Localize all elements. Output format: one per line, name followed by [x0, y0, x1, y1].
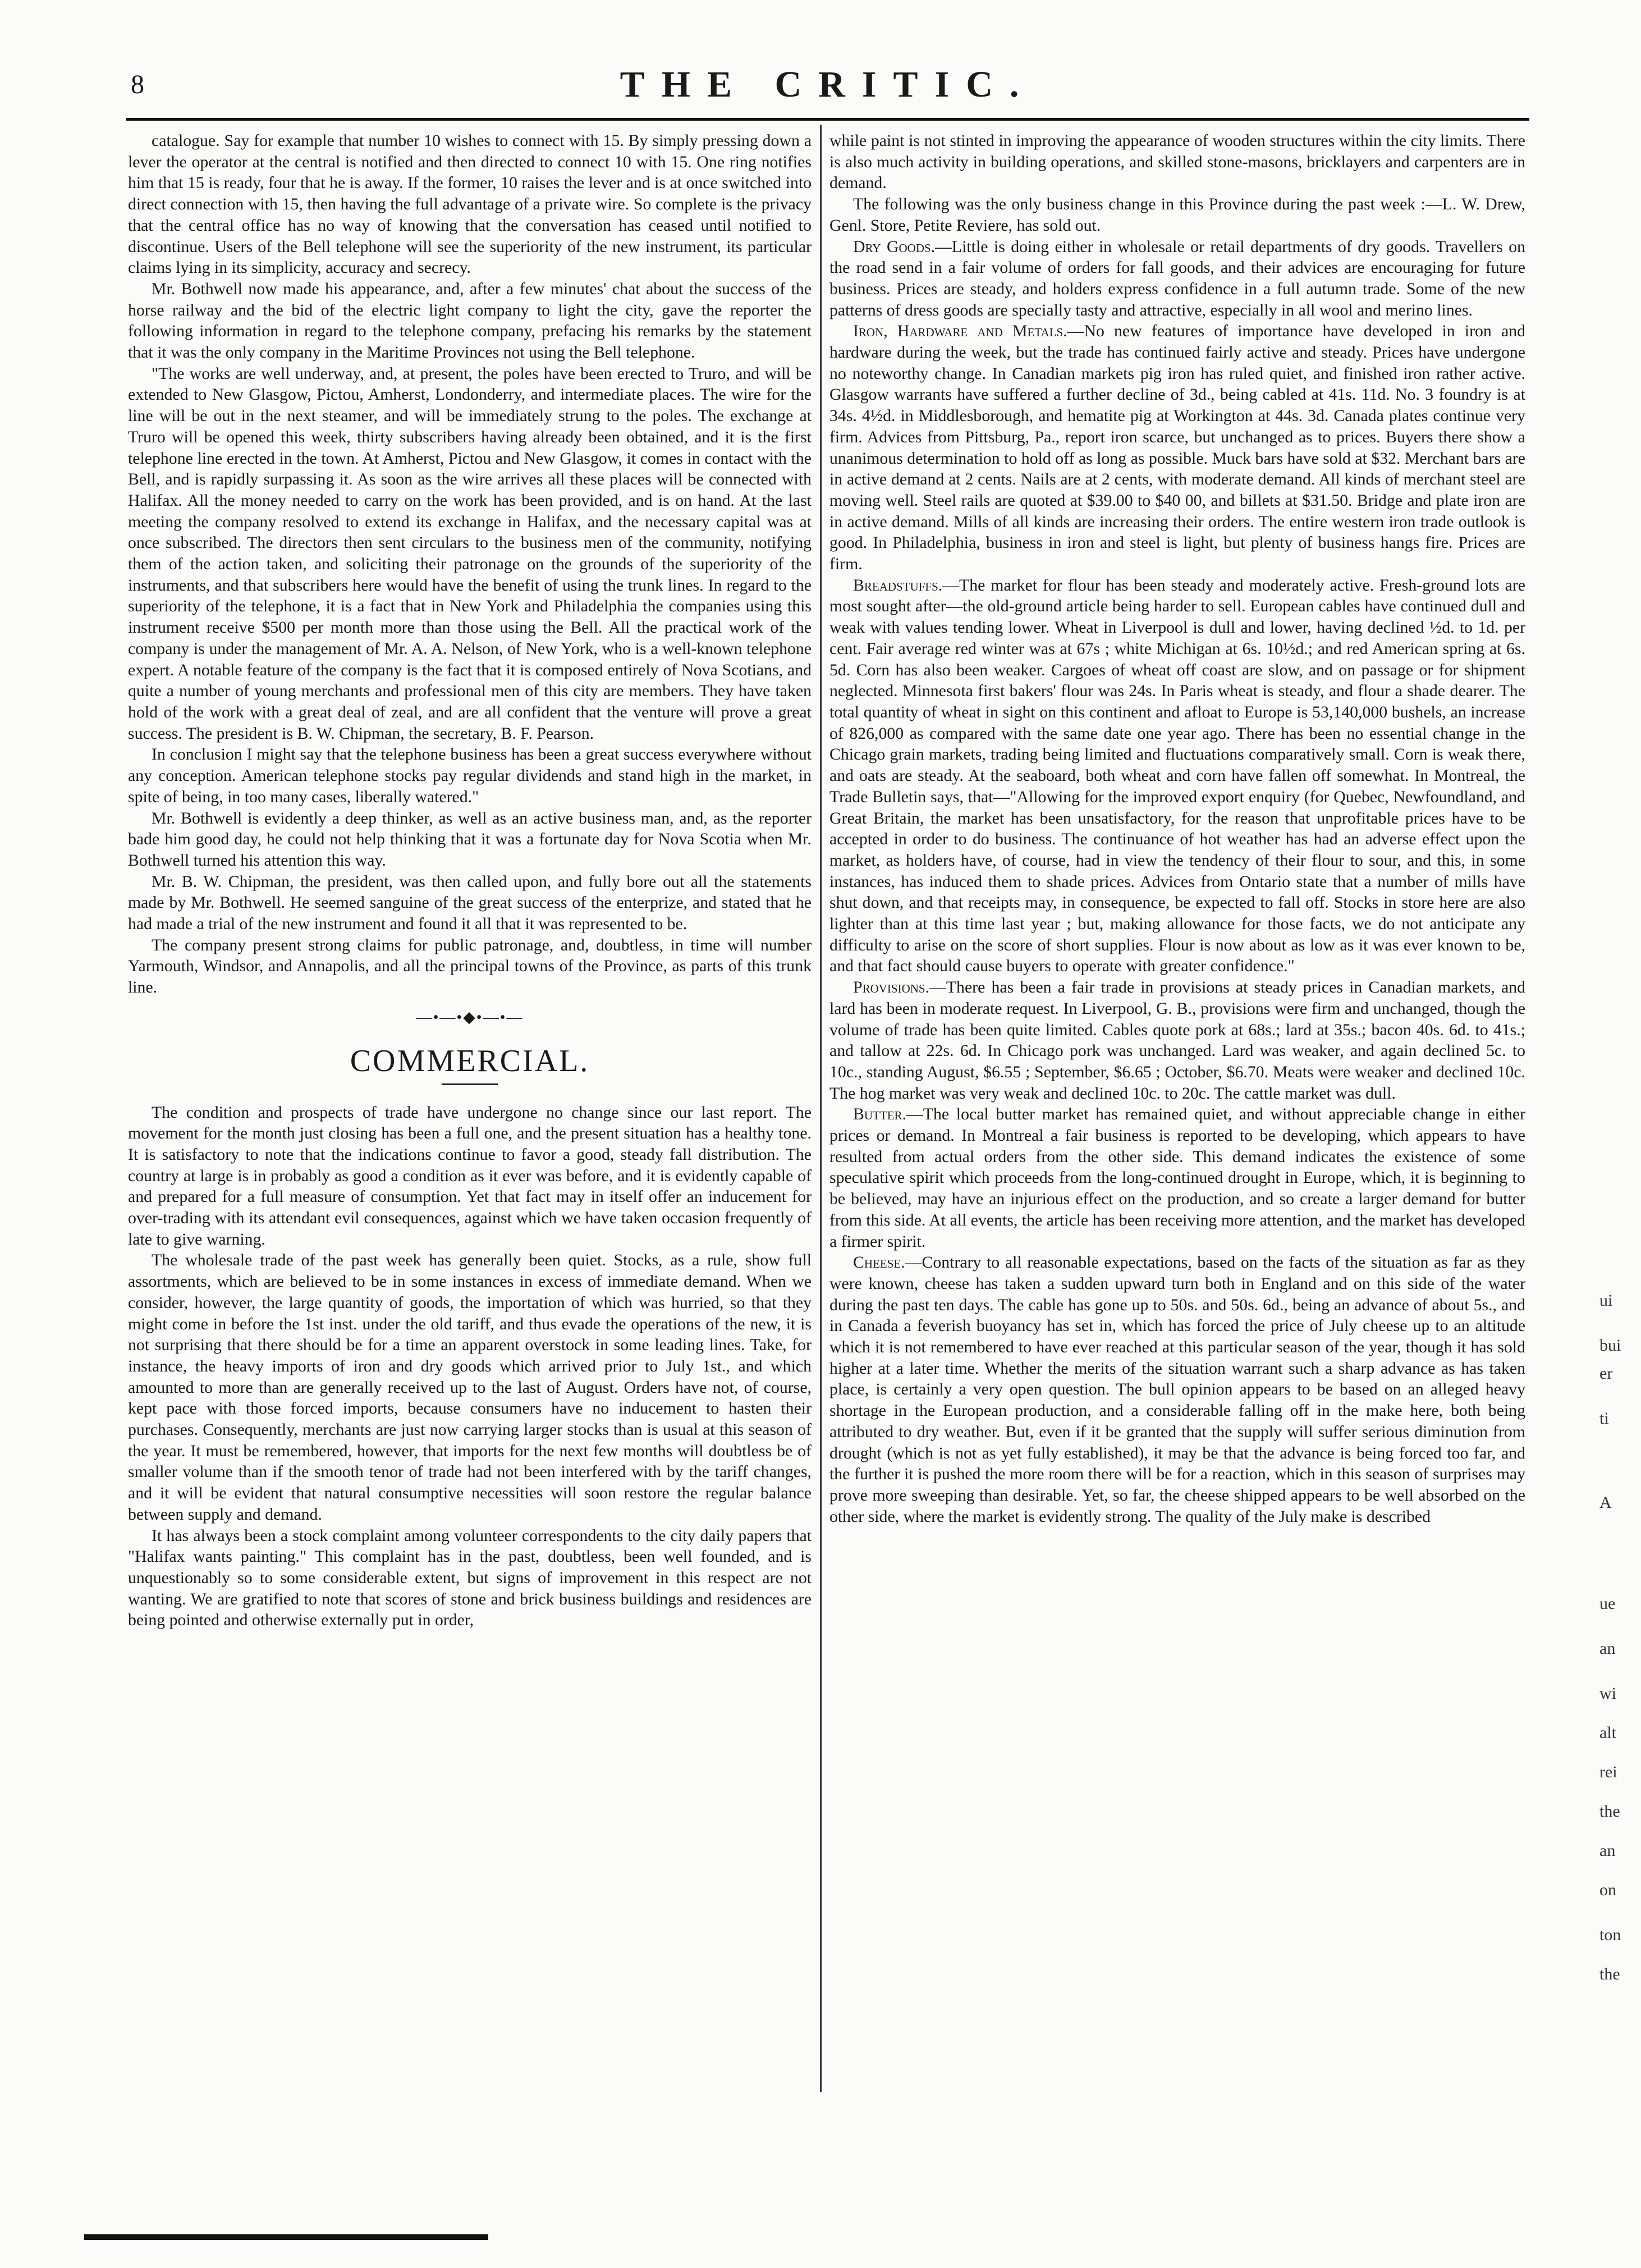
paragraph — [829, 977, 1525, 1104]
paragraph: Mr. Bothwell now made his appearance, and, after a few minutes' chat about the success of the horse railway and the bid of the electric light company to light the city, gave the reporter the following information in regard to the telephone company, prefacing his remarks by the statement that it was the only company in the Maritime Provinces not using the Bell telephone. — [128, 279, 812, 362]
paragraph-body: —The local butter market has remained quiet, and without appreciable change in either prices or demand. In Montreal a fair business is reported to be developing, which appears to have resulted from actual orders from the other side. This demand indicates the existence of some speculative spirit which proceeds from the long-continued drought in Europe, which, it is beginning to be believed, may have an injurious effect on the production, and so create a larger demand for butter from this side. At all events, the article has been receiving more attention, and the market has developed a firmer spirit. — [829, 1105, 1525, 1251]
left-paragraphs-before — [128, 130, 812, 998]
paragraph: The condition and prospects of trade have undergone no change since our last report. The movement for the month just closing has been a full one, and the present situation has a healthy tone. It is satisfactory to note that the indications continue to favor a good, steady fall distribution. The country at large is in probably as good a condition as it ever was before, and it is evidently capable of and prepared for a full measure of consumption. Yet that fact may in itself offer an inducement for over-trading with its attendant evil consequences, against which we have taken occasion frequently of late to give warning. — [128, 1103, 812, 1249]
masthead-title: THE CRITIC. — [620, 64, 1036, 105]
paragraph: "The works are well underway, and, at present, the poles have been erected to Truro, and will be extended to New Glasgow, Pictou, Amherst, Londonderry, and intermediate places. The wire for the line will be out in the next steamer, and will be immediately strung to the poles. The exchange at Truro will be opened this week, thirty subscribers having already been obtained, and it is the first telephone line erected in the town. At Amherst, Pictou and New Glasgow, it comes in contact with the Bell, and is rapidly surpassing it. As soon as the wire arrives all these places will be connected with Halifax. All the money needed to carry on the work has been provided, and is on hand. At the last meeting the company resolved to extend its exchange in Halifax, and the necessary capital was at once subscribed. The directors then sent circulars to the business men of the community, notifying them of the action taken, and soliciting their patronage on the grounds of the superiority of the instruments, and that subscribers here would have the benefit of using the trunk lines. In regard to the superiority of the telephone, it is a fact that in New York and Philadelphia the companies using this instrument receive $500 per month more than those using the Bell. All the practical work of the company is under the management of Mr. A. A. Nelson, of New York, who is a well-known telephone expert. A notable feature of the company is the fact that it is composed entirely of Nova Scotians, and quite a number of young merchants and professional men of this city are members. They have taken hold of the work with a great deal of zeal, and are all confident that the venture will prove a great success. The president is B. W. Chipman, the secretary, B. F. Pearson. — [128, 364, 812, 743]
paragraph: The company present strong claims for public patronage, and, doubtless, in time will number Yarmouth, Windsor, and Annapolis, and all the principal towns of the Province, as parts of this trunk line. — [128, 935, 812, 997]
right-column — [829, 130, 1525, 1527]
paragraph-lead: Breadstuffs. — [853, 575, 943, 595]
edge-fragment: ti — [1599, 1409, 1609, 1428]
edge-fragment: alt — [1599, 1723, 1616, 1742]
paragraph-body: The following was the only business change in this Province during the past week :—L. W. Drew, Genl. Store, Petite Reviere, has sold out. — [829, 195, 1525, 235]
bottom-rule — [84, 2234, 488, 2240]
paragraph — [829, 130, 1525, 194]
edge-fragment: ui — [1599, 1291, 1613, 1310]
edge-fragment: the — [1599, 1965, 1620, 1983]
edge-fragment: A — [1599, 1493, 1612, 1512]
paragraph — [829, 1252, 1525, 1527]
page-number: 8 — [131, 70, 144, 99]
edge-fragment: er — [1599, 1364, 1613, 1383]
paragraph-body: —There has been a fair trade in provisions at steady prices in Canadian markets, and lard has been in moderate request. In Liverpool, G. B., provisions were firm and unchanged, though the volume of trade has been quite limited. Cables quote pork at 68s.; lard at 35s.; bacon 40s. 6d. to 41s.; and tallow at 22s. 6d. In Chicago pork was unchanged. Lard was weaker, and again declined 5c. to 10c., standing August, $6.55 ; September, $6.65 ; October, $6.70. Meats were weaker and declined 10c. The hog market was very weak and declined 10c. to 20c. The cattle market was dull. — [829, 978, 1525, 1103]
edge-fragment: an — [1599, 1841, 1616, 1860]
edge-fragment: ton — [1599, 1926, 1621, 1944]
header-rule — [126, 118, 1529, 121]
paragraph: In conclusion I might say that the telephone business has been a great success everywhere without any conception. American telephone stocks pay regular dividends and stand high in the market, in spite of being, in too many cases, liberally watered." — [128, 745, 812, 806]
paragraph — [829, 194, 1525, 236]
paragraph-body: —Little is doing either in wholesale or retail departments of dry goods. Travellers on the road send in a fair volume of orders for fall goods, and their advices are encouraging for future business. Prices are steady, and holders express confidence in a full autumn trade. Some of the new patterns of dress goods are specially tasty and attractive, especially in all wool and merino lines. — [829, 237, 1526, 319]
paragraph-lead: Cheese. — [853, 1253, 905, 1272]
paragraph: It has always been a stock complaint among volunteer correspondents to the city daily papers that "Halifax wants painting." This complaint has in the past, doubtless, been well founded, and is unquestionably so to some considerable extent, but signs of improvement in this respect are not wanting. We are gratified to note that scores of stone and brick business buildings and residences are being pointed and otherwise externally put in order, — [128, 1526, 812, 1630]
paragraph — [829, 1104, 1525, 1252]
column-divider — [820, 125, 822, 2092]
edge-fragment: the — [1599, 1802, 1620, 1821]
paragraph: catalogue. Say for example that number 10 wishes to connect with 15. By simply pressing down a lever the operator at the central is notified and then directed to connect 10 with 15. One ring notifies him that 15 is ready, four that he is away. If the former, 10 raises the lever and is at once switched into direct connection with 15, then having the full advantage of a private wire. So complete is the privacy that the central office has no way of knowing that the conversation has ceased until notified to discontinue. Users of the Bell telephone will see the superiority of the new instrument, its particular claims lying in its simplicity, accuracy and secrecy. — [128, 131, 812, 277]
paragraph-lead: Iron, Hardware and Metals. — [853, 322, 1067, 341]
paragraph — [829, 321, 1525, 574]
left-paragraphs-after — [128, 1102, 812, 1631]
paragraph-body: —No new features of importance have developed in iron and hardware during the week, but the trade has continued fairly active and steady. Prices have undergone no noteworthy change. In Canadian markets pig iron has ruled quiet, and finished iron rather active. Glasgow warrants have suffered a further decline of 3d., being cabled at 41s. 11d. No. 3 foundry is at 34s. 4½d. in Middlesborough, and hematite pig at Workington at 44s. 3d. Canada plates continue very firm. Advices from Pittsburg, Pa., report iron scarce, but unchanged as to prices. Buyers there show a unanimous determination to hold off as long as possible. Muck bars have sold at $32. Merchant bars are in active demand at 2 cents. Nails are at 2 cents, with moderate demand. All kinds of merchant steel are moving well. Steel rails are quoted at $39.00 to $40 00, and billets at $31.50. Bridge and plate iron are in active demand. Mills of all kinds are increasing their orders. The entire western iron trade outlook is good. In Philadelphia, business in iron and steel is light, but plenty of business hangs fire. Prices are firm. — [829, 322, 1525, 574]
paragraph-lead: Provisions. — [853, 978, 930, 997]
paragraph-lead: Dry Goods. — [853, 237, 936, 256]
section-title-commercial: COMMERCIAL. — [350, 1043, 590, 1078]
left-column — [128, 130, 812, 1631]
paragraph: Mr. Bothwell is evidently a deep thinker, as well as an active business man, and, as the reporter bade him good day, he could not help thinking that it was a fortunate day for Nova Scotia when Mr. Bothwell turned his attention this way. — [128, 808, 812, 870]
edge-fragment: bui — [1599, 1336, 1621, 1355]
edge-fragment: an — [1599, 1639, 1616, 1658]
paragraph: Mr. B. W. Chipman, the president, was then called upon, and fully bore out all the statements made by Mr. Bothwell. He seemed sanguine of the great success of the enterprize, and stated that he had made a trial of the new instrument and found it all that it was represented to be. — [128, 872, 812, 934]
paragraph — [829, 575, 1525, 977]
section-title-rule — [442, 1083, 498, 1085]
edge-fragment: ue — [1599, 1594, 1616, 1613]
edge-fragment: on — [1599, 1881, 1616, 1899]
page-header — [126, 53, 1529, 112]
paragraph-body: while paint is not stinted in improving the appearance of wooden structures within the city limits. There is also much activity in building operations, and skilled stone-masons, bricklayers and carpenters are in demand. — [829, 131, 1525, 193]
paragraph: The wholesale trade of the past week has generally been quiet. Stocks, as a rule, show full assortments, which are believed to be in some instances in excess of immediate demand. When we consider, however, the large quantity of goods, the importation of which was hurried, so that they might come in before the 1st inst. under the old tariff, and thus evade the operations of the new, it is not surprising that there should be for a time an apparent overstock in some leading lines. Take, for instance, the heavy imports of iron and dry goods which arrived prior to July 1st., and which amounted to more than are generally received up to the last of August. Orders have not, of course, kept pace with those forced imports, because consumers have no inducement to hasten their purchases. Consequently, merchants are just now carrying larger stocks than is usual at this season of the year. It must be remembered, however, that imports for the next few months will doubtless be of smaller volume than if the smooth tenor of trade had not been interfered with by the tariff changes, and it will be evident that natural consumptive necessities will soon restore the regular balance between supply and demand. — [128, 1251, 812, 1524]
edge-fragment: wi — [1599, 1684, 1616, 1703]
paragraph-body: —Contrary to all reasonable expectations, based on the facts of the situation as far as they were known, cheese has taken a sudden upward turn both in England and on this side of the water during the past ten days. The cable has gone up to 50s. and 50s. 6d., being an advance of about 5s., and in Canada a feverish buoyancy has set in, which has forced the price of July cheese up to an altitude which it is not remembered to have ever reached at this particular season of the year, though it has sold higher at a later time. Whether the merits of the situation warrant such a sharp advance as has taken place, is certainly a very open question. The bull opinion appears to be based on an alleged heavy shortage in the European production, and a considerable falling off in the make here, both being attributed to dry weather. But, even if it be granted that the supply will suffer serious diminution from drought (which is not as yet fully established), it may be that the advance is being forced too far, and the further it is pushed the more room there will be for a reaction, which in this season of surprises may prove more sweeping than desirable. Yet, so far, the cheese shipped appears to be well absorbed on the other side, where the market is evidently strong. The quality of the July make is described — [829, 1253, 1525, 1526]
edge-fragment: rei — [1599, 1763, 1617, 1781]
paragraph-body: —The market for flour has been steady and moderately active. Fresh-ground lots are most sought after—the old-ground article being harder to sell. European cables have continued dull and weak with values tending lower. Wheat in Liverpool is dull and lower, having declined ½d. to 1d. per cent. Fair average red winter was at 67s ; white Michigan at 6s. 10½d.; and red American spring at 6s. 5d. Corn has also been weaker. Cargoes of wheat off coast are slow, and on passage or for shipment neglected. Minnesota first bakers' flour was 24s. In Paris wheat is steady, and flour a shade dearer. The total quantity of wheat in sight on this continent and afloat to Europe is 53,140,000 bushels, an increase of 826,000 as compared with the same date one year ago. There has been no essential change in the Chicago grain markets, trading being limited and fluctuations comparatively small. Corn is weak there, and oats are steady. At the seaboard, both wheat and corn have fallen off somewhat. In Montreal, the Trade Bulletin says, that—"Allowing for the improved export enquiry (for Quebec, Newfoundland, and Great Britain, the market has been unsatisfactory, for the reason that unprofitable prices have to be accepted in order to do business. The continuance of hot weather has had an adverse effect upon the market, as holders have, of course, had in view the tendency of their flour to sour, and this, in some instances, has induced them to shade prices. Advices from Ontario state that a number of mills have shut down, and that receipts may, in consequence, be expected to fall off. Stocks in store here are also lighter than at this time last year ; but, making allowance for those facts, we do not anticipate any difficulty to arise on the score of short supplies. Flour is now about as low as it was ever known to be, and that fact should cause buyers to operate with greater confidence." — [829, 575, 1525, 976]
paragraph-lead: Butter. — [853, 1105, 906, 1124]
section-ornament: —•—•◆•—•— — [416, 1008, 524, 1026]
paragraph — [829, 236, 1525, 321]
